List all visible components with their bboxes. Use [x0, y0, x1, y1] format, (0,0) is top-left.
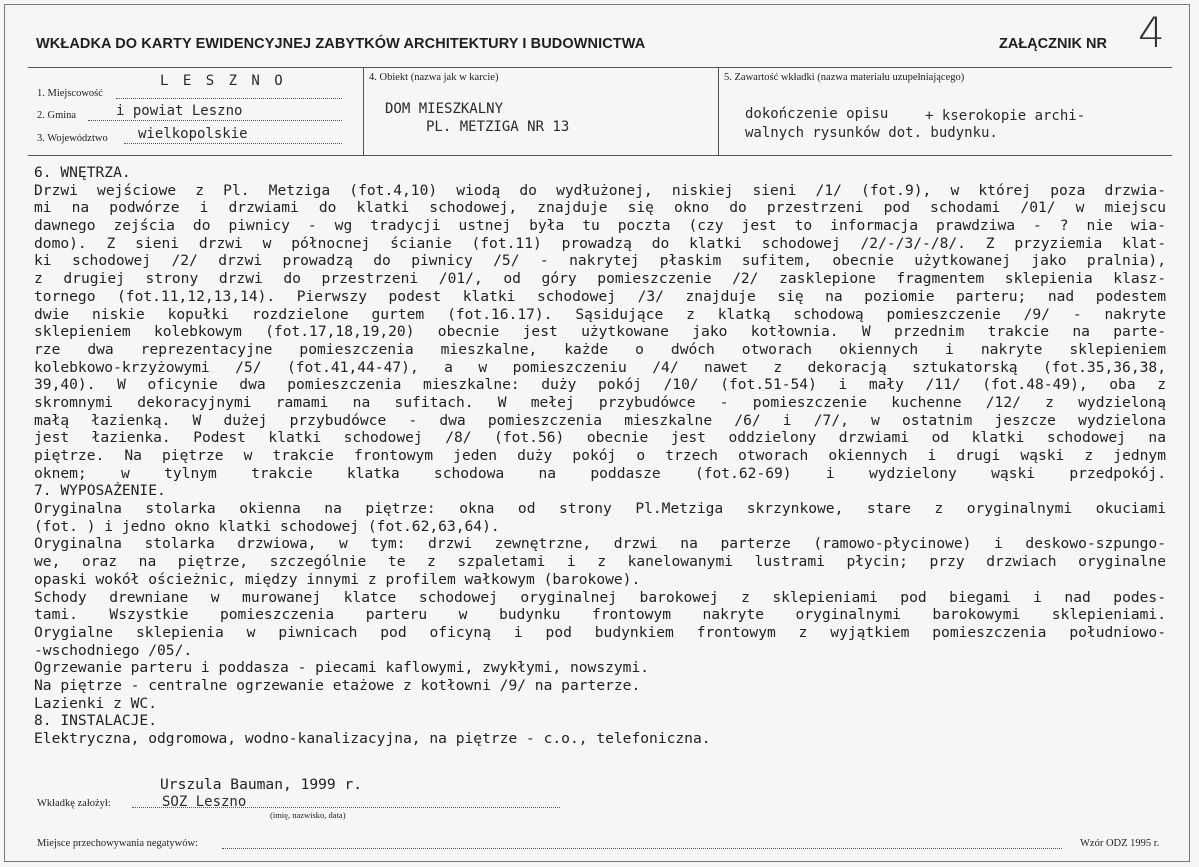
wojewodztwo-dots	[124, 143, 342, 144]
body-line: rze dwa reprezentacyjne pomieszczenia mieszkalne, każde o dwóch otworach okiennych i nakryte sklepieniem	[34, 340, 1166, 358]
body-line: 6. WNĘTRZA.	[34, 164, 131, 181]
table-bottom-line	[28, 155, 1172, 156]
body-line: Ogrzewanie parteru i poddasza - piecami kaflowymi, zwykłymi, nowszymi.	[34, 659, 650, 677]
body-line: Elektryczna, odgromowa, wodno-kanalizacyjna, na piętrze - c.o., telefoniczna.	[34, 730, 711, 747]
column-divider	[363, 67, 364, 155]
body-line: skromnymi dekoracyjnymi ramami na sufitach. W mełej przybudówce - pomieszczenie kuchenne /12/ z wydzieloną	[34, 393, 1166, 411]
body-line: Orygialne sklepienia w piwnicach pod oficyną i pod budynkiem frontowym z wyjątkiem pomieszczenia południowo-	[34, 623, 1166, 641]
imie-note: (imię, nazwisko, data)	[270, 810, 346, 820]
body-line: Lazienki z WC.	[34, 694, 158, 712]
gmina-label: 2. Gmina	[37, 110, 77, 121]
body-line: Drzwi wejściowe z Pl. Metziga (fot.4,10) wiodą do wydłużonej, niskiej sieni /1/ (fot.9), w której poza drzwia-	[34, 181, 1166, 199]
description-body	[34, 164, 1166, 748]
body-line: piętrze. Na piętrze w trakcie frontowym jeden duży pokój o trzech otworach okiennych i drugi wąski z jednym	[34, 447, 1166, 464]
body-line: małą łazienką. W dużej przybudówce - dwa pomieszczenia mieszkalne /6/ i /7/, w ostatnim jeszcze wydzielona	[34, 411, 1166, 429]
zalozyl-label: Wkładkę założył:	[37, 798, 111, 809]
body-line: Na piętrze - centralne ogrzewanie etażowe z kotłowni /9/ na parterze.	[34, 676, 641, 694]
obiekt-line2: PL. METZIGA NR 13	[426, 119, 570, 135]
wojewodztwo-label: 3. Województwo	[37, 133, 108, 144]
body-line: Oryginalna stolarka okienna na piętrze: okna od strony Pl.Metziga skrzynkowe, stare z oryginalnymi okuciami	[34, 500, 1166, 518]
miejscowosc-dots	[116, 98, 342, 99]
wzor-label: Wzór ODZ 1995 r.	[1080, 838, 1160, 849]
body-line: z drugiej strony drzwi do przestrzeni /01/, od góry pomieszczenie /2/ zasklepione fragmentem sklepienia klasz-	[34, 270, 1166, 288]
zawartosc-line1b: + kserokopie archi-	[925, 108, 1086, 124]
body-line: opaski wokół ościeżnic, między innymi z profilem wałkowym (barokowe).	[34, 570, 641, 588]
zawartosc-label: 5. Zawartość wkładki (nazwa materiału uzupełniającego)	[724, 72, 965, 83]
body-line: domo). Z sieni drzwi w północnej ścianie (fot.11) prowadzą do klatki schodowej /2/-/3/-/8/. Z przyziemia klat-	[34, 234, 1166, 252]
zawartosc-line2: walnych rysunków dot. budynku.	[745, 125, 998, 141]
gmina-value: i powiat Leszno	[116, 103, 243, 119]
table-top-line	[28, 67, 1172, 68]
body-line: dwie niskie kopułki rozdzielone gurtem (fot.16.17). Sąsidujące z klatką schodową pomieszczenie /9/ - nakryte	[34, 305, 1166, 323]
zawartosc-line1a: dokończenie opisu	[745, 106, 889, 122]
body-line: tami. Wszystkie pomieszczenia parteru w budynku frontowym nakryte oryginalnymi barokowymi sklepieniami.	[34, 606, 1166, 624]
body-line: Schody drewniane w murowanej klatce schodowej oryginalnej barokowej z sklepieniami pod biegami i nad podes-	[34, 588, 1166, 606]
body-line: sklepieniem kolebkowym (fot.17,18,19,20) obecnie jest użytkowane jako kotłownia. W przednim trakcie na parte-	[34, 323, 1166, 341]
zalacznik-number: 4	[1138, 8, 1165, 57]
wojewodztwo-value: wielkopolskie	[138, 126, 248, 142]
body-line: 39,40). W oficynie dwa pomieszczenia mieszkalne: duży pokój /10/ (fot.51-54) i mały /11/ (fot.48-49), oba z	[34, 376, 1166, 394]
body-line: mi na podwórze i drzwiami do klatki schodowej, znajduje się okno do przestrzeni pod schodami /01/ w miejscu	[34, 199, 1166, 217]
gmina-dots	[88, 120, 342, 121]
body-line: dawnego zejścia do piwnicy - wg tradycji ustnej była tu poczta (czy jest to informacja prawdziwa - ? nie wia-	[34, 217, 1166, 235]
miejscowosc-value: L E S Z N O	[160, 73, 286, 89]
body-line: 7. WYPOSAŻENIE.	[34, 482, 166, 500]
body-line: oknem; w tylnym trakcie klatka schodowa na poddasze (fot.62-69) i wydzielony wąski przedpokój.	[34, 464, 1166, 482]
zalozyl-value: SOZ Leszno	[162, 794, 247, 810]
body-line: Oryginalna stolarka drzwiowa, w tym: drzwi zewnętrzne, drzwi na parterze (ramowo-płycinowe) i deskowo-szpungo-	[34, 535, 1166, 553]
negatywy-label: Miejsce przechowywania negatywów:	[37, 838, 198, 849]
body-line: ki schodowej /2/ drzwi prowadzą do piwnicy /5/ - nakrytej płaskim sufitem, obecnie użytkowanej jako pralnia),	[34, 252, 1166, 270]
body-line: we, oraz na piętrze, szczególnie te z szpaletami i z kanelowanymi lustrami płycin; przy drzwiach oryginalne	[34, 553, 1166, 571]
body-line: 8. INSTALACJE.	[34, 712, 158, 730]
miejscowosc-label: 1. Miejscowość	[37, 88, 103, 99]
body-line: jest łazienka. Podest klatki schodowej /8/ (fot.56) obecnie jest oddzielony drzwiami od klatki schodowej na	[34, 429, 1166, 447]
body-line: (fot. ) i jedno okno klatki schodowej (fot.62,63,64).	[34, 517, 500, 535]
column-divider	[718, 67, 719, 155]
body-line: -wschodniego /05/.	[34, 641, 193, 659]
zalacznik-label: ZAŁĄCZNIK NR	[999, 36, 1107, 52]
author-signature: Urszula Bauman, 1999 r.	[160, 776, 363, 793]
body-line: tornego (fot.11,12,13,14). Pierwszy podest klatki schodowej /3/ znajduje się na poziomie parteru; nad podestem	[34, 287, 1166, 305]
obiekt-label: 4. Obiekt (nazwa jak w karcie)	[369, 72, 499, 83]
obiekt-line1: DOM MIESZKALNY	[385, 101, 504, 117]
body-line: kolebkowo-krzyżowymi /5/ (fot.41,44-47), a w pomieszczeniu /4/ nawet z dekoracją sztukatorską (fot.35,36,38,	[34, 358, 1166, 376]
negatywy-dots	[222, 848, 1062, 849]
form-title: WKŁADKA DO KARTY EWIDENCYJNEJ ZABYTKÓW ARCHITEKTURY I BUDOWNICTWA	[36, 36, 646, 52]
